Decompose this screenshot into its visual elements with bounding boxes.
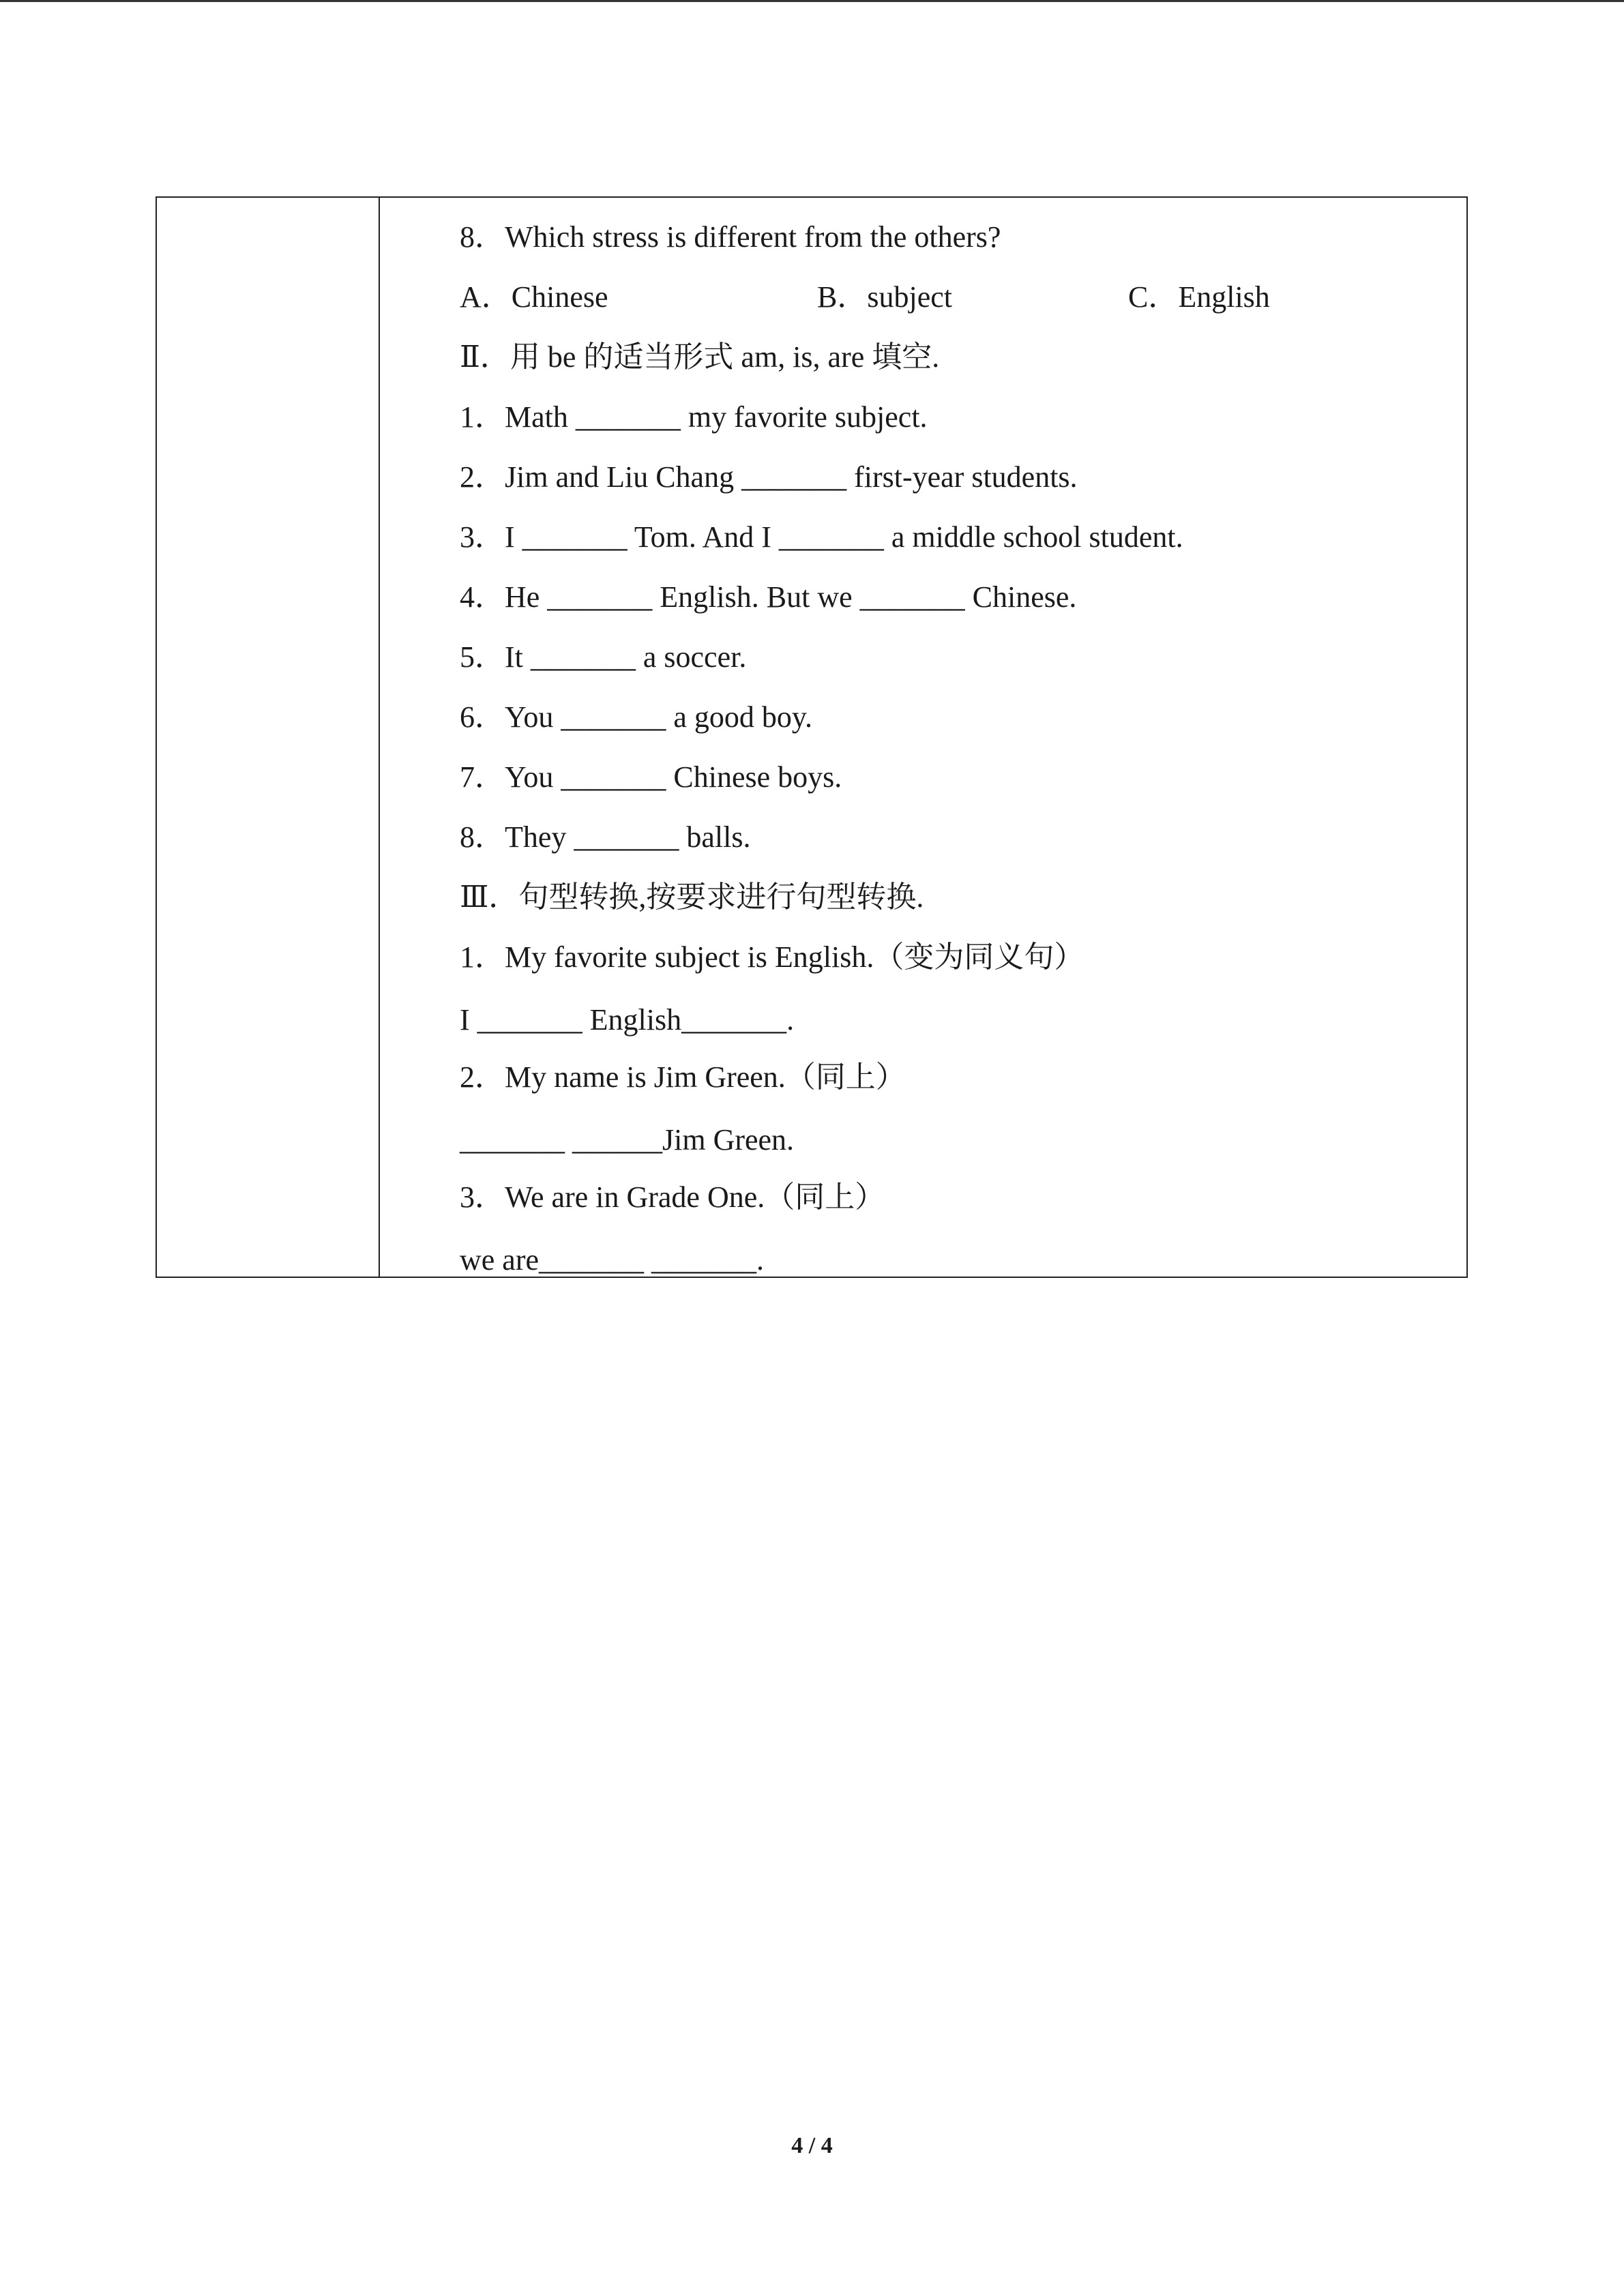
section-2-heading: Ⅱ．用 be 的适当形式 am, is, are 填空. <box>460 340 940 374</box>
section-2-item: 5．It _______ a soccer. <box>460 640 747 674</box>
option-c: C．English <box>1128 280 1270 314</box>
table-column-divider <box>379 196 380 1278</box>
section-2-item: 6．You _______ a good boy. <box>460 700 813 734</box>
section-3-item: 3．We are in Grade One.（同上） <box>460 1180 885 1214</box>
section-2-item: 3．I _______ Tom. And I _______ a middle school student. <box>460 520 1183 554</box>
section-3-heading: Ⅲ．句型转换,按要求进行句型转换. <box>460 880 924 914</box>
section-2-item: 4．He _______ English. But we _______ Chinese. <box>460 580 1077 614</box>
section-2-item: 7．You _______ Chinese boys. <box>460 760 842 794</box>
option-b: B．subject <box>817 280 952 314</box>
section-3-answer-line: I _______ English_______. <box>460 1003 795 1037</box>
section-2-item: 8．They _______ balls. <box>460 820 751 854</box>
section-3-item: 2．My name is Jim Green.（同上） <box>460 1060 906 1094</box>
page-top-border <box>0 0 1624 2</box>
question-8: 8．Which stress is different from the others? <box>460 220 1001 254</box>
section-2-item: 1．Math _______ my favorite subject. <box>460 400 928 434</box>
section-3-answer-line: _______ ______Jim Green. <box>460 1123 795 1157</box>
page-number: 4 / 4 <box>791 2133 833 2158</box>
section-2-item: 2．Jim and Liu Chang _______ first-year students. <box>460 460 1078 494</box>
section-3-item: 1．My favorite subject is English.（变为同义句） <box>460 940 1084 974</box>
section-3-answer-line: we are_______ _______. <box>460 1243 765 1277</box>
option-a: A．Chinese <box>460 280 608 314</box>
